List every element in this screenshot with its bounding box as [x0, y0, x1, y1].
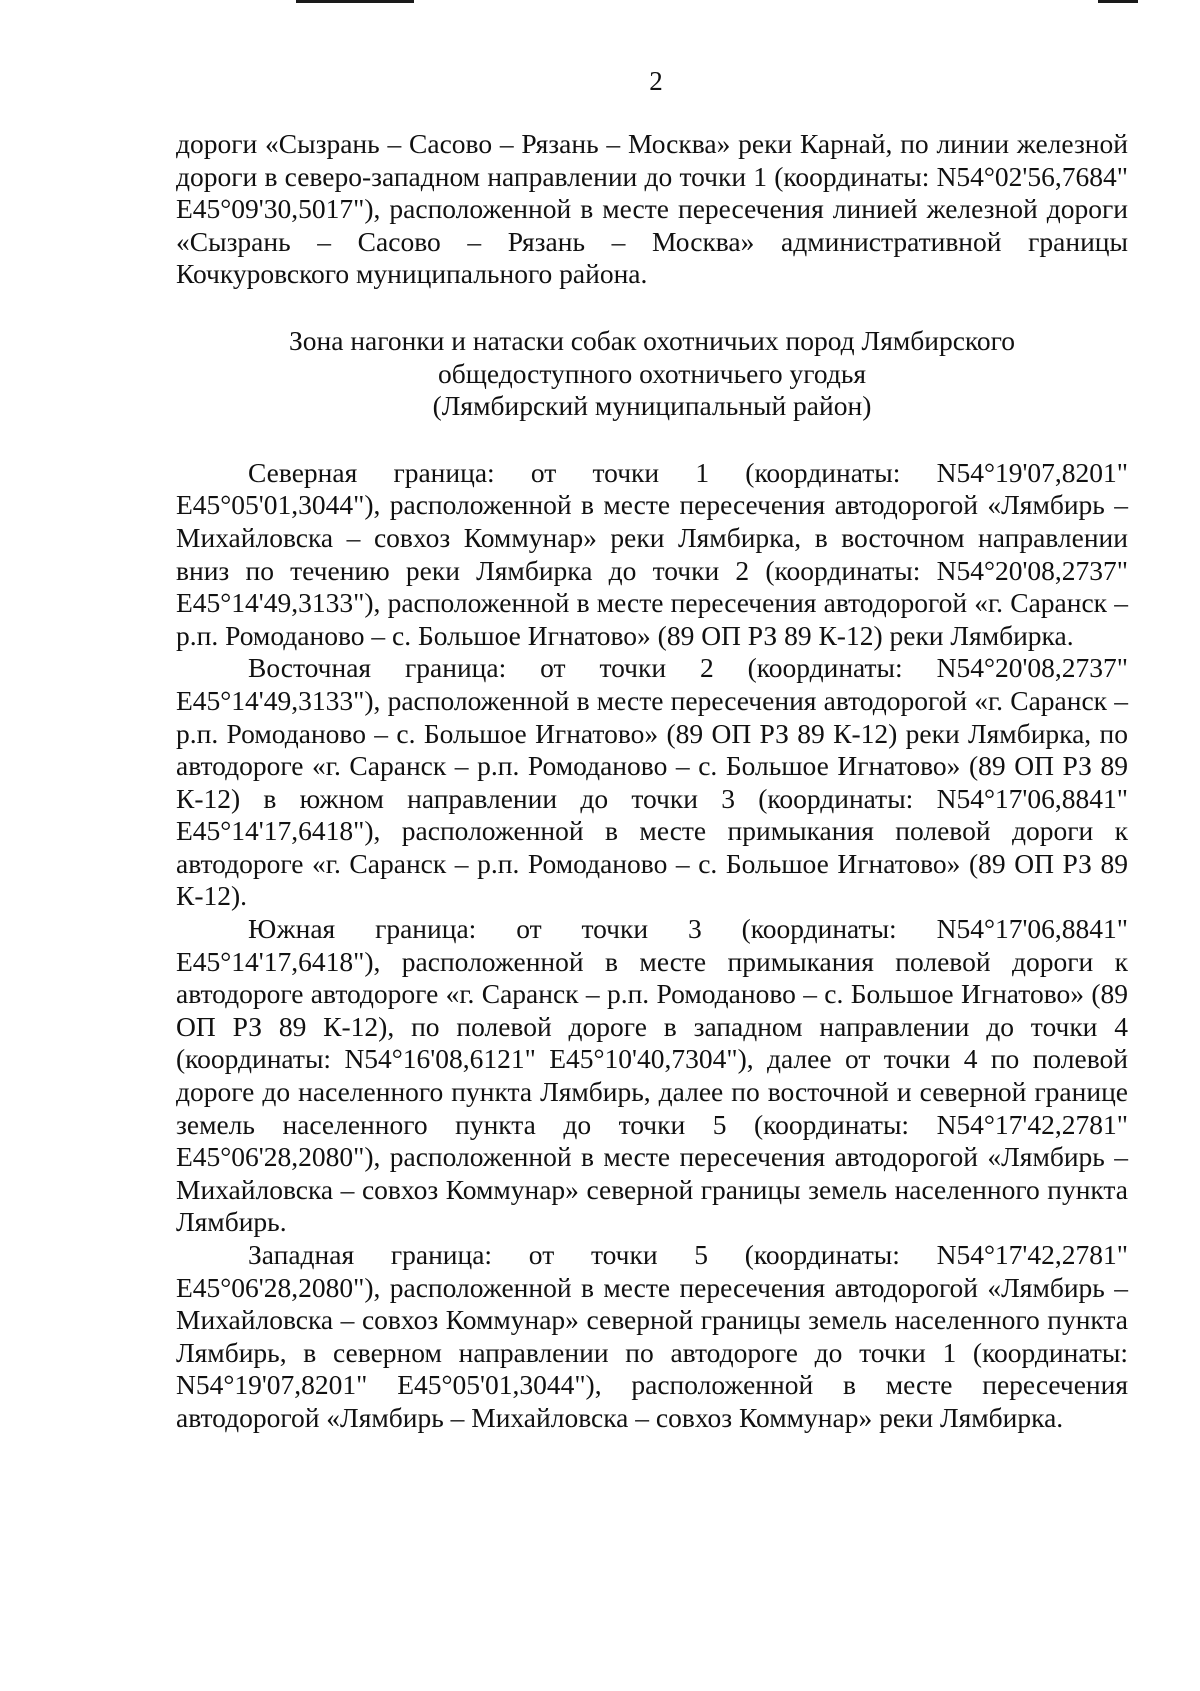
intro-paragraph: дороги «Сызрань – Сасово – Рязань – Москва» реки Карнай, по линии железной дороги в северо-западном направлении до точки 1 (координаты: N54°02'56,7684" E45°09'30,5017"), расположенной в месте пересечения линией железной дороги «Сызрань – Сасово – Рязань – Москва» административной границы Кочкуровского муниципального района.: [176, 128, 1128, 290]
section-heading-line-1: Зона нагонки и натаски собак охотничьих пород Лямбирского: [289, 324, 1015, 356]
document-body: [176, 128, 1128, 1435]
south-boundary-paragraph: Южная граница: от точки 3 (координаты: N54°17'06,8841" E45°14'17,6418"), расположенной в месте примыкания полевой дороги к автодороге автодороге «г. Саранск – р.п. Ромоданово – с. Большое Игнатово» (89 ОП РЗ 89 К-12), по полевой дороге в западном направлении до точки 4 (координаты: N54°16'08,6121" E45°10'40,7304"), далее от точки 4 по полевой дороге до населенного пункта Лямбирь, далее по восточной и северной границе земель населенного пункта до точки 5 (координаты: N54°17'42,2781" E45°06'28,2080"), расположенной в месте пересечения автодорогой «Лямбирь – Михайловска – совхоз Коммунар» северной границы земель населенного пункта Лямбирь.: [176, 913, 1128, 1238]
west-boundary-paragraph: Западная граница: от точки 5 (координаты: N54°17'42,2781" E45°06'28,2080"), расположенной в месте пересечения автодорогой «Лямбирь – Михайловска – совхоз Коммунар» северной границы земель населенного пункта Лямбирь, в северном направлении по автодороге до точки 1 (координаты: N54°19'07,8201" E45°05'01,3044"), расположенной в месте пересечения автодорогой «Лямбирь – Михайловска – совхоз Коммунар» реки Лямбирка.: [176, 1239, 1128, 1433]
section-heading-line-3: (Лямбирский муниципальный район): [432, 390, 872, 422]
section-heading-line-2: общедоступного охотничьего угодья: [437, 357, 867, 389]
scan-edge-mark: [296, 0, 414, 3]
section-heading: [176, 325, 1128, 423]
page-number: 2: [649, 66, 663, 96]
north-boundary-paragraph: Северная граница: от точки 1 (координаты: N54°19'07,8201" E45°05'01,3044"), расположенной в месте пересечения автодорогой «Лямбирь – Михайловска – совхоз Коммунар» реки Лямбирка, в восточном направлении вниз по течению реки Лямбирка до точки 2 (координаты: N54°20'08,2737" E45°14'49,3133"), расположенной в месте пересечения автодорогой «г. Саранск – р.п. Ромоданово – с. Большое Игнатово» (89 ОП РЗ 89 К-12) реки Лямбирка.: [176, 456, 1128, 651]
east-boundary-paragraph: Восточная граница: от точки 2 (координаты: N54°20'08,2737" E45°14'49,3133"), расположенной в месте пересечения автодорогой «г. Саранск – р.п. Ромоданово – с. Большое Игнатово» (89 ОП РЗ 89 К-12) реки Лямбирка, по автодороге «г. Саранск – р.п. Ромоданово – с. Большое Игнатово» (89 ОП РЗ 89 К-12) в южном направлении до точки 3 (координаты: N54°17'06,8841" E45°14'17,6418"), расположенной в месте примыкания полевой дороги к автодороге «г. Саранск – р.п. Ромоданово – с. Большое Игнатово» (89 ОП РЗ 89 К-12).: [176, 652, 1128, 912]
scan-edge-mark: [1098, 0, 1138, 3]
